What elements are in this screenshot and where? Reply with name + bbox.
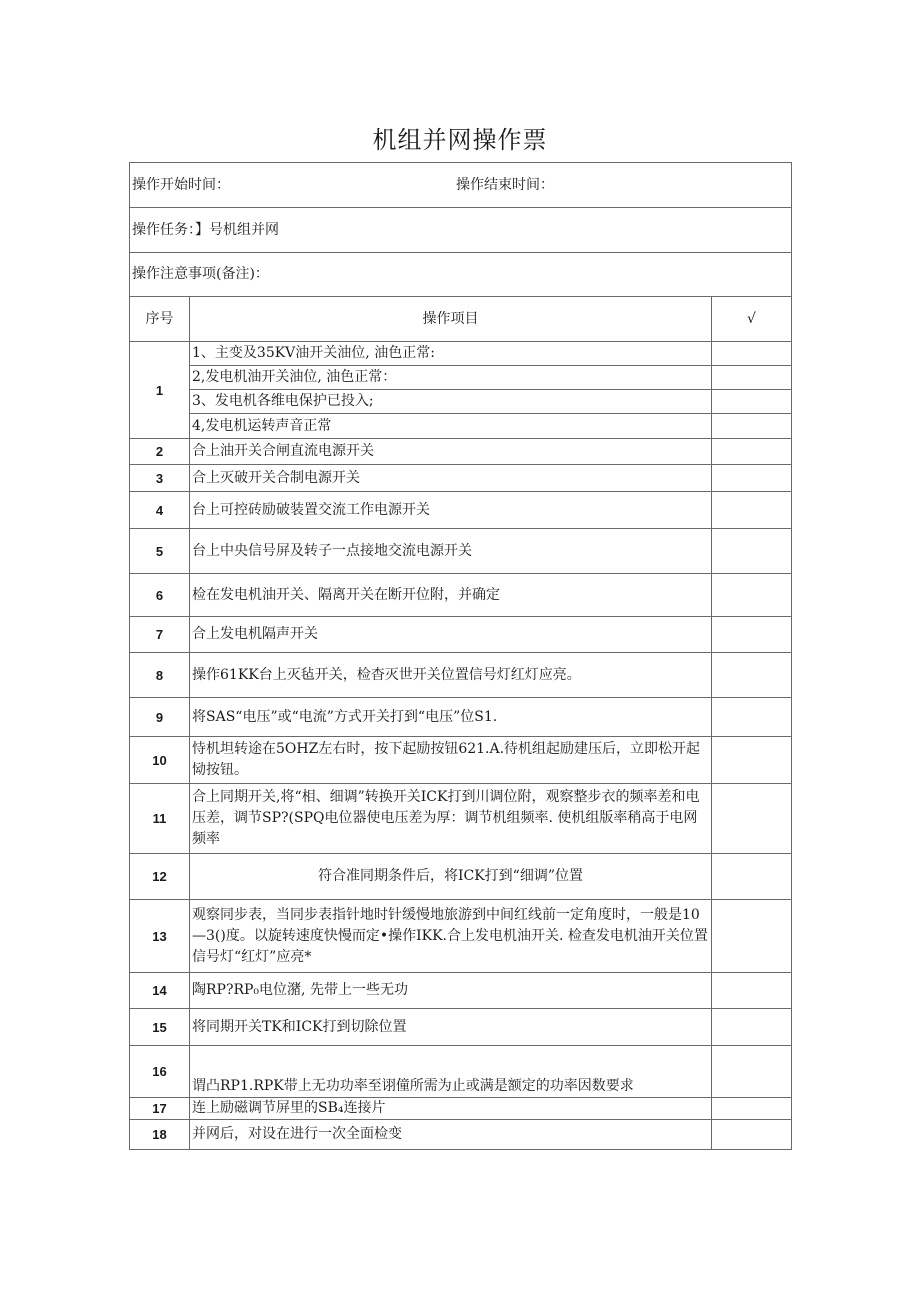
check-cell[interactable] [712,342,792,366]
table-row [130,698,792,737]
table-row [130,1046,792,1098]
row-number: 2 [130,439,190,465]
item-text: 恃机坦转途在5OHZ左右时，按下起励按钮621.A.待机组起励建压后，立即松开起恸按钮。 [190,737,712,784]
check-cell[interactable] [712,390,792,414]
sub-item: 4,发电机运转声音正常 [190,414,712,439]
table-row [130,854,792,900]
item-text: 台上中央信号屏及转子一点接地交流电源开关 [190,529,712,574]
check-cell[interactable] [712,617,792,653]
table-row [130,574,792,617]
row-number: 12 [130,854,190,900]
check-cell[interactable] [712,1120,792,1150]
table-row [130,900,792,973]
item-text: 台上可控砖励破装置交流工作电源开关 [190,492,712,529]
item-text: 陶RP?RP₀电位潴, 先带上一些无功 [190,973,712,1009]
sub-item: 1、主变及35KV油开关油位, 油色正常: [190,342,712,366]
item-text: 合上油开关合闸直流电源开关 [190,439,712,465]
item-header: 操作项目 [190,297,712,342]
seq-header: 序号 [130,297,190,342]
item-text: 将同期开关TK和ICK打到切除位置 [190,1009,712,1046]
row-number: 10 [130,737,190,784]
check-cell[interactable] [712,1046,792,1098]
item-text: 操作61KK台上灭毡开关，检杳灭世开关位置信号灯红灯应亮。 [190,653,712,698]
table-row [130,529,792,574]
check-cell[interactable] [712,900,792,973]
row-number: 15 [130,1009,190,1046]
table-row [130,342,792,366]
check-cell[interactable] [712,784,792,854]
check-cell[interactable] [712,492,792,529]
table-row [130,737,792,784]
check-cell[interactable] [712,653,792,698]
check-cell[interactable] [712,574,792,617]
item-text: 并网后，对设在进行一次全面检变 [190,1120,712,1150]
column-header-row [130,297,792,342]
row-number: 16 [130,1046,190,1098]
check-cell[interactable] [712,1009,792,1046]
row-number: 13 [130,900,190,973]
row-number: 11 [130,784,190,854]
notes-row [130,253,792,297]
time-row [130,163,792,208]
row-number: 14 [130,973,190,1009]
task-value: 】号机组并网 [195,221,279,238]
table-row [130,465,792,492]
operation-ticket-table [129,162,792,1150]
check-cell[interactable] [712,973,792,1009]
table-row [130,784,792,854]
item-text: 合上灭破开关合制电源开关 [190,465,712,492]
sub-item: 2,发电机油开关油位, 油色正常： [190,366,712,390]
table-row [130,439,792,465]
row-number: 4 [130,492,190,529]
check-cell[interactable] [712,854,792,900]
item-text: 将SAS“电压”或“电流”方式开关打到“电压”位S1. [190,698,712,737]
row-number: 5 [130,529,190,574]
row-number: 6 [130,574,190,617]
task-cell [130,208,792,253]
check-header: √ [712,297,792,342]
row-number: 7 [130,617,190,653]
notes-label: 操作注意事项(备注)： [130,253,792,297]
end-time-label: 操作结束时间： [456,176,554,193]
sub-item: 3、发电机各维电保护已投入; [190,390,712,414]
table-row [130,973,792,1009]
table-row [130,617,792,653]
table-row [130,492,792,529]
table-row [130,1120,792,1150]
table-row [130,366,792,390]
check-cell[interactable] [712,737,792,784]
ticket-title: 机组并网操作票 [372,126,548,154]
check-cell[interactable] [712,1098,792,1120]
check-cell[interactable] [712,439,792,465]
table-row [130,653,792,698]
item-text: 谓凸RP1.RPK带上无功功率至诩僮所需为止或满是额定的功率因数要求 [190,1046,712,1098]
item-text: 观察同步表，当同步表指针地时针缓慢地旅游到中间红线前一定角度时，一般是10—3()度。以旋转速度快慢而定•操作IKK.合上发电机油开关. 检查发电机油开关位置信号灯“红灯”应亮* [190,900,712,973]
start-time-label: 操作开始时间： [132,176,230,193]
check-cell[interactable] [712,529,792,574]
table-row [130,414,792,439]
check-cell[interactable] [712,414,792,439]
check-cell[interactable] [712,698,792,737]
task-label: 操作任务： [132,221,195,238]
row-number: 17 [130,1098,190,1120]
item-text: 连上励磁调节屏里的SB₄连接片 [190,1098,712,1120]
item-text: 合上发电机隔声开关 [190,617,712,653]
item-text: 检在发电机油开关、隔离开关在断开位附，并确定 [190,574,712,617]
check-cell[interactable] [712,465,792,492]
row-number: 9 [130,698,190,737]
item-text: 合上同期开关,将“相、细调”转换开关ICK打到川调位附，观察整步衣的频率差和电压差，调节SP?(SPQ电位器使电压差为厚：调节机组频率. 使机组版率稍高于电网频率 [190,784,712,854]
item-text: 符合准同期条件后，将ICK打到“细调”位置 [190,854,712,900]
check-cell[interactable] [712,366,792,390]
row-number: 3 [130,465,190,492]
row-number: 1 [130,342,190,439]
time-cell [130,163,792,208]
row-number: 18 [130,1120,190,1150]
table-row [130,390,792,414]
task-row [130,208,792,253]
table-row [130,1098,792,1120]
row-number: 8 [130,653,190,698]
table-row [130,1009,792,1046]
